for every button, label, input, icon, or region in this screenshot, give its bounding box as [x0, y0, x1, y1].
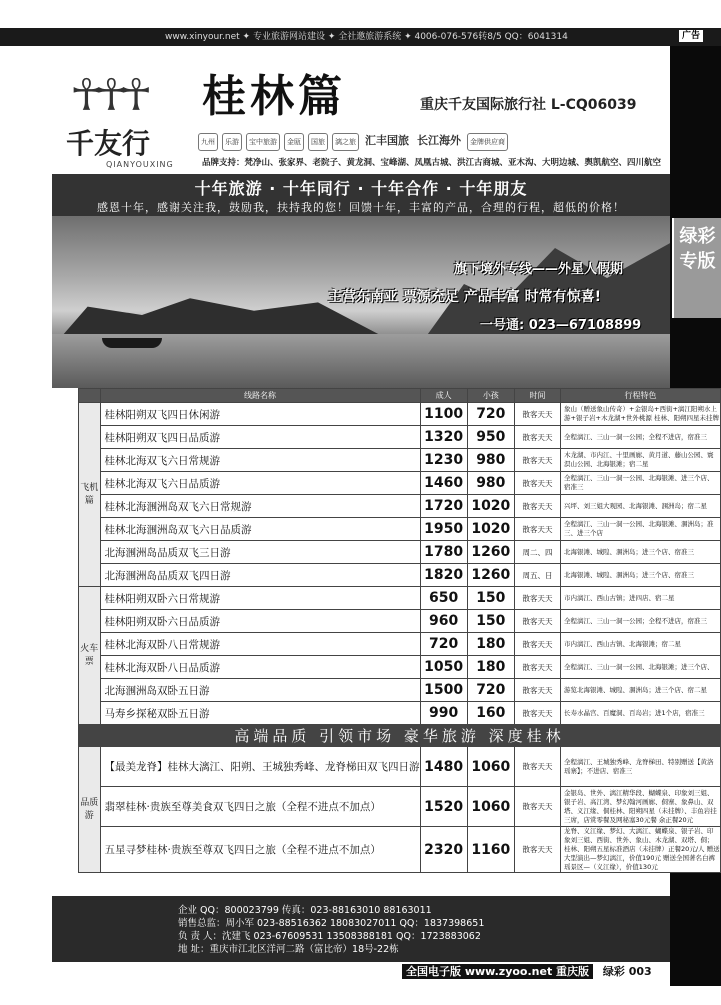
footer-manager: 负 责 人：沈建飞 023-67609531 13508388181 QQ：1723883062	[178, 931, 481, 942]
banner-line1: 旗下境外专线——外星人假期	[454, 262, 624, 277]
schedule: 散客天天	[514, 495, 560, 518]
adult-price: 1100	[420, 403, 467, 426]
brand-logo: 长江海外	[417, 134, 461, 147]
route-features: 市内漓江、西山古镇、北海银滩；宿二星	[561, 633, 721, 656]
mid-banner-row	[79, 725, 721, 747]
route-features: 北海银滩、城隍、涠洲岛；进三个店、宿准三	[561, 541, 721, 564]
page-number: 绿彩 003	[602, 965, 652, 978]
child-price: 1020	[467, 495, 514, 518]
schedule: 散客天天	[514, 587, 560, 610]
header	[52, 52, 670, 174]
adult-price: 1720	[420, 495, 467, 518]
schedule: 散客天天	[514, 656, 560, 679]
brand-logo: 漓之旅	[332, 133, 359, 151]
category-label: 品质游	[79, 747, 101, 873]
table-row	[79, 587, 721, 610]
schedule: 散客天天	[514, 472, 560, 495]
route-features: 全程漓江、三山一洞一公园、北海银滩；进三个店、	[561, 656, 721, 679]
edition-label: 全国电子版 www.zyoo.net 重庆版	[402, 964, 593, 979]
contact-footer	[52, 896, 670, 962]
table-row	[79, 747, 721, 787]
dancers-icon: ☥☥☥	[70, 70, 145, 121]
side-tab	[672, 218, 721, 318]
child-price: 180	[467, 633, 514, 656]
footer-qq: 企业 QQ：800023799 传真：023-88163010 88163011	[178, 905, 432, 916]
child-price: 150	[467, 587, 514, 610]
route-features: 龙脊、义江缘、梦幻、大漓江、蝴蝶泉、银子岩、印象刘三姐、西街、世外、象山、木龙湖、双塔、侗；桂林、阳朔五星标准酒店（未挂牌）正餐20元/人 赠送大型演出—梦幻漓江，价值190元 赠送全国著名白裤瑶景区—（义江缘），价值130元	[561, 827, 721, 873]
banner-line2: 主营东南亚 票源充足 产品丰富 时常有惊喜!	[328, 289, 602, 305]
adult-price: 2320	[420, 827, 467, 873]
slogan-main: 十年旅游 · 十年同行 · 十年合作 · 十年朋友	[194, 179, 528, 198]
schedule: 散客天天	[514, 702, 560, 725]
table-row	[79, 610, 721, 633]
child-price: 980	[467, 472, 514, 495]
header-child: 小孩	[467, 389, 514, 403]
route-name: 桂林北海双卧八日品质游	[100, 656, 420, 679]
ad-badge: 广告	[679, 30, 703, 42]
route-name: 翡翠桂林·贵族至尊美食双飞四日之旅（全程不进点不加点）	[100, 787, 420, 827]
route-name: 桂林阳朔双飞四日品质游	[100, 426, 420, 449]
header-time: 时间	[514, 389, 560, 403]
agency-name: 重庆千友国际旅行社 L-CQ06039	[420, 97, 637, 113]
schedule: 散客天天	[514, 403, 560, 426]
table-row	[79, 495, 721, 518]
adult-price: 1230	[420, 449, 467, 472]
route-features: 木龙湖、市内江、十里画廊、黄月道、藤山公园、寰溟山公园、北海银滩；宿二星	[561, 449, 721, 472]
table-row	[79, 541, 721, 564]
footer-sales: 销售总监：周小军 023-88516362 18083027011 QQ：1837398651	[178, 918, 485, 929]
table-row	[79, 679, 721, 702]
schedule: 周五、日	[514, 564, 560, 587]
child-price: 980	[467, 449, 514, 472]
child-price: 1060	[467, 787, 514, 827]
route-features: 兴坪、刘三姐大观园、北海银滩、涠洲岛；宿二星	[561, 495, 721, 518]
adult-price: 1520	[420, 787, 467, 827]
scenery-banner	[52, 216, 670, 388]
brand-logo: 国旅	[308, 133, 328, 151]
child-price: 720	[467, 679, 514, 702]
brand-logo: 金牌供应商	[467, 133, 508, 151]
adult-price: 960	[420, 610, 467, 633]
route-name: 桂林北海双飞六日常规游	[100, 449, 420, 472]
slogan-sub: 感恩十年，感谢关注我，鼓励我，扶持我的您！回馈十年，丰富的产品，合理的行程，超低的价格！	[97, 201, 625, 214]
route-name: 北海涠洲岛品质双飞四日游	[100, 564, 420, 587]
page-title: 桂林篇	[202, 71, 346, 122]
table-row	[79, 426, 721, 449]
adult-price: 1500	[420, 679, 467, 702]
adult-price: 1820	[420, 564, 467, 587]
table-row	[79, 403, 721, 426]
adult-price: 1320	[420, 426, 467, 449]
child-price: 180	[467, 656, 514, 679]
brand-logo: 乐游	[222, 133, 242, 151]
route-features: 北海银滩、城隍、涠洲岛；进三个店、宿准三	[561, 564, 721, 587]
schedule: 周二、四	[514, 541, 560, 564]
table-header-row	[79, 389, 721, 403]
schedule: 散客天天	[514, 426, 560, 449]
adult-price: 720	[420, 633, 467, 656]
mid-banner: 高端品质 引领市场 豪华旅游 深度桂林	[79, 725, 721, 747]
route-name: 桂林北海双卧八日常规游	[100, 633, 420, 656]
brand-logos	[198, 130, 668, 154]
route-features: 市内漓江、西山古镇；进四店、宿二星	[561, 587, 721, 610]
schedule: 散客天天	[514, 610, 560, 633]
route-name: 五星寻梦桂林·贵族至尊双飞四日之旅（全程不进点不加点）	[100, 827, 420, 873]
banner-phone: 一号通: 023—67108899	[480, 318, 642, 333]
child-price: 150	[467, 610, 514, 633]
table-row	[79, 787, 721, 827]
child-price: 1160	[467, 827, 514, 873]
table-row	[79, 472, 721, 495]
brand-logo: 汇丰国旅	[365, 134, 409, 147]
adult-price: 1780	[420, 541, 467, 564]
child-price: 950	[467, 426, 514, 449]
route-name: 桂林阳朔双卧六日常规游	[100, 587, 420, 610]
route-features: 全程漓江、三山一洞一公园、北海银滩、涠洲岛；准三、进三个店	[561, 518, 721, 541]
schedule: 散客天天	[514, 787, 560, 827]
route-name: 马寿乡探秘双卧五日游	[100, 702, 420, 725]
side-tab-line2: 专版	[679, 251, 716, 272]
category-label: 火车票	[79, 587, 101, 725]
brand-logo: 金瓯	[284, 133, 304, 151]
category-label: 飞机篇	[79, 403, 101, 587]
top-bar-text: www.xinyour.net ✦ 专业旅游网站建设 ✦ 全社邀旅游系统 ✦ 4006-076-576转8/5 QQ：6041314	[165, 32, 568, 42]
footer-address: 地 址：重庆市江北区洋河二路（富比帝）18号-22栋	[178, 944, 399, 955]
header-feature: 行程特色	[561, 389, 721, 403]
schedule: 散客天天	[514, 449, 560, 472]
route-features: 金银岛、世外、漓江精华段、蝴蝶泉、印象刘三姐、银子岩、高江湾、梦幻翰河画廊、侗寨、象鼻山、双塔、义江缘、侗桂林、阳朔四星（未挂牌）、丰鱼岩挂三席，店赏零餐及网秘塞30元餐 余正餐20元	[561, 787, 721, 827]
adult-price: 1480	[420, 747, 467, 787]
route-features: 游览北海银滩、城隍、涠洲岛；进三个店、宿二星	[561, 679, 721, 702]
logo-chinese: 千友行	[66, 127, 151, 160]
child-price: 1060	[467, 747, 514, 787]
route-name: 桂林阳朔双卧六日品质游	[100, 610, 420, 633]
side-tab-line1: 绿彩	[679, 226, 716, 247]
header-blank	[79, 389, 101, 403]
route-features: 长寿水晶宫、百魔洞、百岛岩；进1个店，宿准三	[561, 702, 721, 725]
route-name: 【最美龙脊】桂林大漓江、阳朔、王城独秀峰、龙脊梯田双飞四日游	[100, 747, 420, 787]
child-price: 1020	[467, 518, 514, 541]
boat-shape	[102, 338, 162, 348]
route-features: 全程漓江、三山一洞一公园；全程不进店，宿准三	[561, 426, 721, 449]
table-row	[79, 656, 721, 679]
schedule: 散客天天	[514, 633, 560, 656]
schedule: 散客天天	[514, 747, 560, 787]
route-features: 全程漓江、三山一洞一公园、北海银滩、进三个店、宿准三	[561, 472, 721, 495]
child-price: 720	[467, 403, 514, 426]
child-price: 1260	[467, 541, 514, 564]
route-features: 全程漓江、三山一洞一公园；全程不进店，宿准三	[561, 610, 721, 633]
adult-price: 650	[420, 587, 467, 610]
route-name: 北海涠洲岛品质双飞三日游	[100, 541, 420, 564]
route-name: 桂林北海双飞六日品质游	[100, 472, 420, 495]
slogan-bar	[52, 174, 670, 216]
brand-support: 品牌支持：梵净山、张家界、老院子、黄龙洞、宝峰湖、凤凰古城、洪江古商城、亚木沟、大明边城、舆凯航空、四川航空	[202, 158, 662, 168]
schedule: 散客天天	[514, 518, 560, 541]
top-bar	[0, 28, 721, 46]
header-adult: 成人	[420, 389, 467, 403]
adult-price: 1950	[420, 518, 467, 541]
company-logo	[60, 64, 195, 169]
route-features: 象山（赠送象山传奇）+金银岛+西街+漓江阳朔水上游+银子岩+木龙湖+世外桃源 桂林、阳朔四星未挂牌	[561, 403, 721, 426]
adult-price: 1460	[420, 472, 467, 495]
table-row	[79, 449, 721, 472]
route-name: 桂林阳朔双飞四日休闲游	[100, 403, 420, 426]
schedule: 散客天天	[514, 827, 560, 873]
table-row	[79, 564, 721, 587]
header-route: 线路名称	[100, 389, 420, 403]
table-row	[79, 827, 721, 873]
logo-english: QIANYOUXING	[106, 160, 174, 169]
route-name: 桂林北海涠洲岛双飞六日品质游	[100, 518, 420, 541]
route-features: 全程漓江、王城独秀峰、龙脊梯田、特别赠送【黄洛瑶寨】；不进店、宿准三	[561, 747, 721, 787]
schedule: 散客天天	[514, 679, 560, 702]
table-row	[79, 633, 721, 656]
table-row	[79, 518, 721, 541]
table-row	[79, 702, 721, 725]
bottom-bar	[402, 963, 702, 979]
route-name: 桂林北海涠洲岛双飞六日常规游	[100, 495, 420, 518]
child-price: 1260	[467, 564, 514, 587]
route-table	[78, 388, 721, 873]
adult-price: 990	[420, 702, 467, 725]
child-price: 160	[467, 702, 514, 725]
adult-price: 1050	[420, 656, 467, 679]
brand-logo: 九州	[198, 133, 218, 151]
brand-logo: 宝中旅游	[246, 133, 280, 151]
route-name: 北海涠洲岛双卧五日游	[100, 679, 420, 702]
